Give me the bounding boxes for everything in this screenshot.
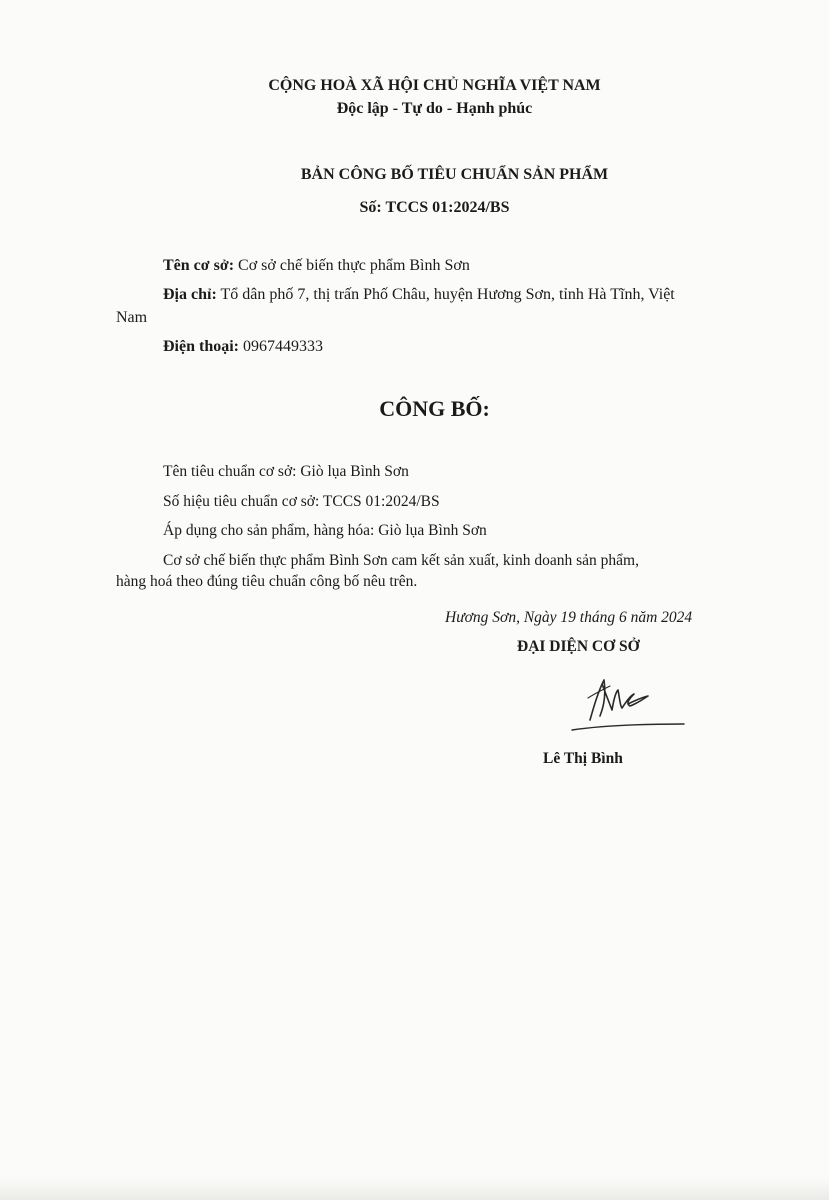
document-title: BẢN CÔNG BỐ TIÊU CHUẨN SẢN PHẨM xyxy=(300,166,609,183)
place-date: Hương Sơn, Ngày 19 tháng 6 năm 2024 xyxy=(445,609,693,626)
scan-shadow xyxy=(0,1178,829,1200)
announcement-heading: CÔNG BỐ: xyxy=(379,396,490,421)
facility-address-value: Tổ dân phố 7, thị trấn Phố Châu, huyện Hương Sơn, tỉnh Hà Tĩnh, Việt xyxy=(220,286,675,303)
representative-role: ĐẠI DIỆN CƠ SỞ xyxy=(517,638,640,655)
national-motto: Độc lập - Tự do - Hạnh phúc xyxy=(336,100,533,117)
facility-phone-value: 0967449333 xyxy=(243,338,323,355)
facility-address-continuation: Nam xyxy=(116,309,148,326)
commitment-line-2: hàng hoá theo đúng tiêu chuẩn công bố nêu trên. xyxy=(116,573,418,590)
facility-phone-line xyxy=(163,338,323,356)
commitment-line-1: Cơ sở chế biến thực phẩm Bình Sơn cam kết sản xuất, kinh doanh sản phẩm, xyxy=(163,552,639,569)
country-header: CỘNG HOÀ XÃ HỘI CHỦ NGHĨA VIỆT NAM xyxy=(268,77,601,94)
handwritten-signature xyxy=(568,670,688,735)
facility-name-value: Cơ sở chế biến thực phẩm Bình Sơn xyxy=(238,257,470,274)
facility-name-line xyxy=(163,257,470,275)
facility-name-label: Tên cơ sở: xyxy=(163,257,235,274)
standard-code: Số hiệu tiêu chuẩn cơ sở: TCCS 01:2024/BS xyxy=(163,493,440,510)
standard-name: Tên tiêu chuẩn cơ sở: Giò lụa Bình Sơn xyxy=(163,463,409,480)
facility-address-label: Địa chỉ: xyxy=(163,286,217,303)
signer-name: Lê Thị Bình xyxy=(543,750,623,767)
document-number: Số: TCCS 01:2024/BS xyxy=(359,199,510,216)
applies-to: Áp dụng cho sản phẩm, hàng hóa: Giò lụa Bình Sơn xyxy=(163,522,487,539)
facility-phone-label: Điện thoại: xyxy=(163,338,239,355)
facility-address-line xyxy=(163,286,675,304)
